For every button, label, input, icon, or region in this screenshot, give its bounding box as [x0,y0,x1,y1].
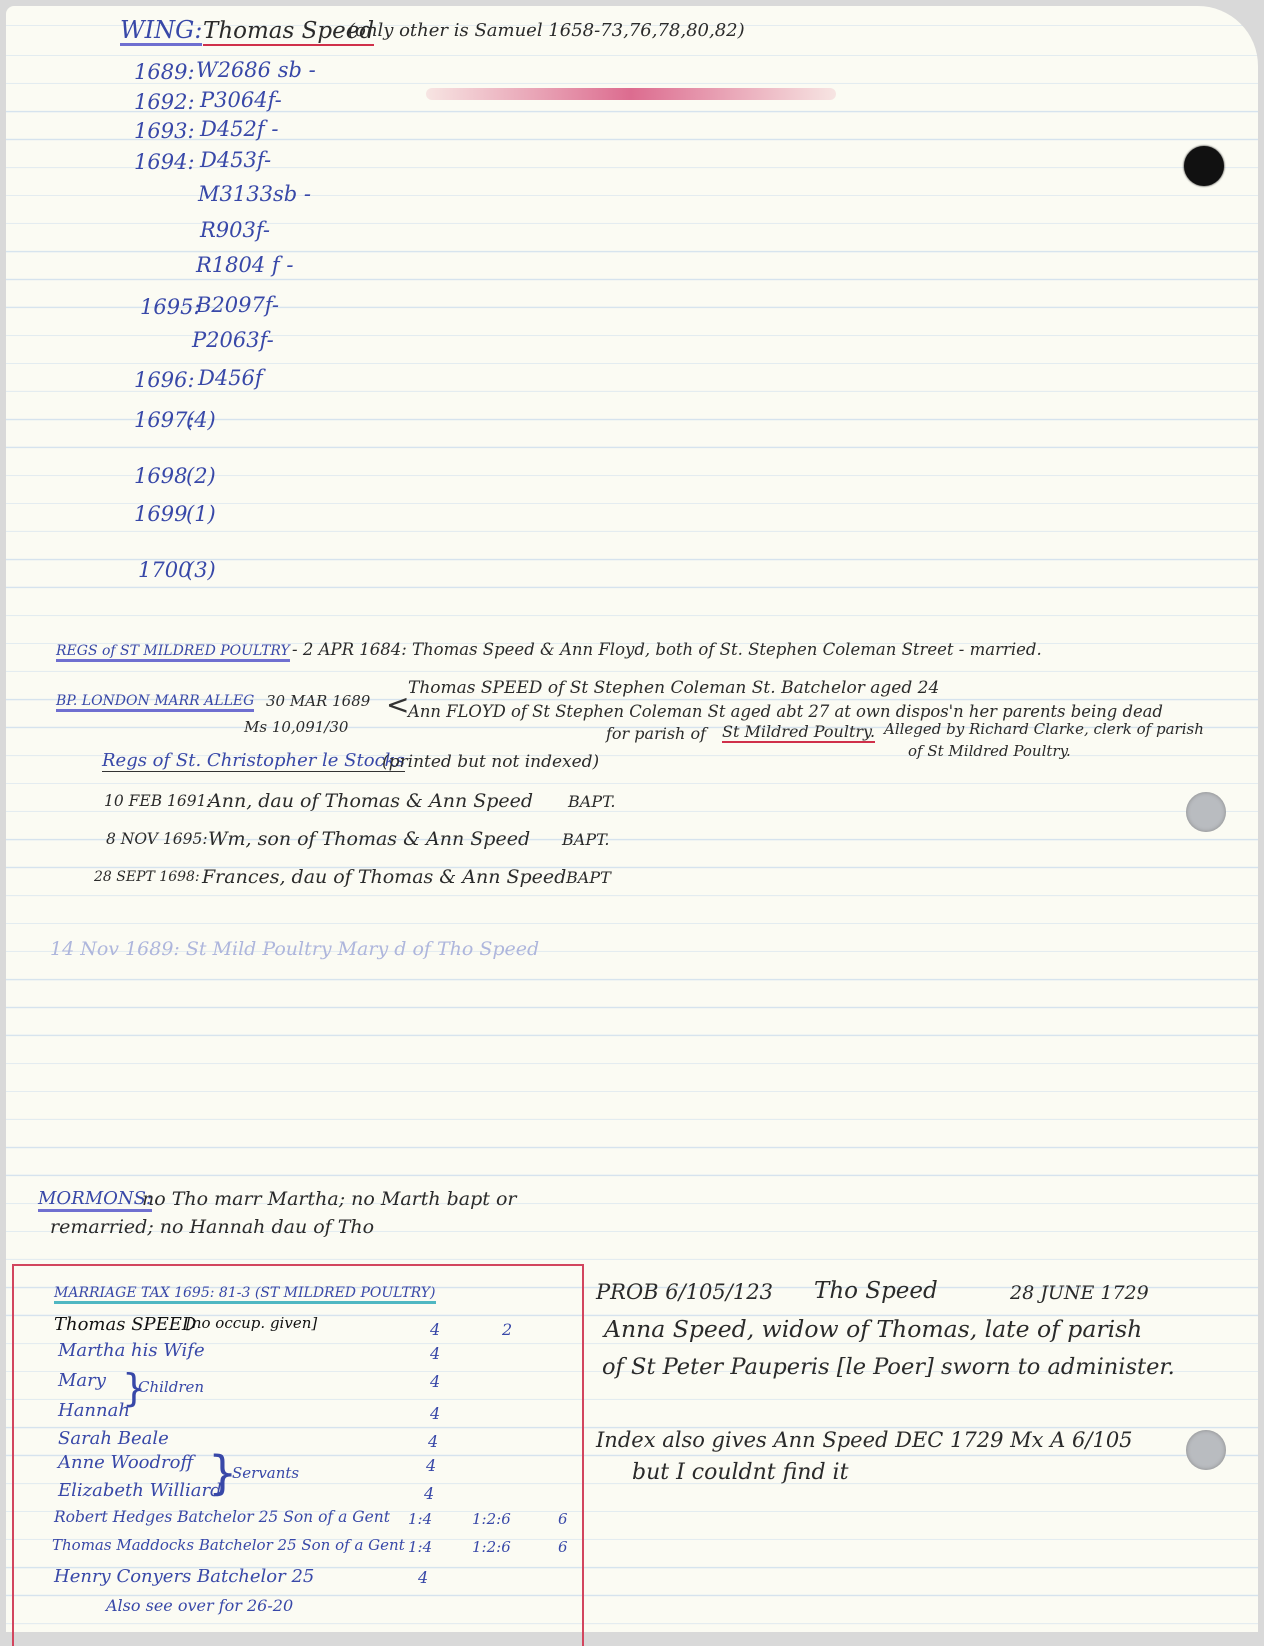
tax-head-note: [no occup. given] [186,1314,318,1332]
tax-row-v1: 4 [428,1432,439,1451]
tax-row-name: Henry Conyers Batchelor 25 [54,1566,315,1587]
wing-year: 1695: [140,295,201,319]
wing-year: 1699 [134,502,188,526]
wing-year: 1700 [138,558,192,582]
bp-london-ms: Ms 10,091/30 [244,718,349,736]
regs-mildred-label: REGS of ST MILDRED POULTRY [56,644,290,662]
tax-row-name: Robert Hedges Batchelor 25 Son of a Gent [54,1508,391,1526]
mormons-line1: no Tho marr Martha; no Marth bapt or [142,1188,517,1210]
tax-row-name: Hannah [58,1400,130,1421]
baptism-text: Frances, dau of Thomas & Ann Speed [202,866,567,888]
tax-row-v1: 1:4 [408,1510,433,1528]
tax-row-v3: 6 [558,1538,568,1556]
bp-london-line4: of St Mildred Poultry. [908,742,1071,760]
bp-london-date: 30 MAR 1689 [266,692,371,710]
wing-label: WING: [120,16,203,44]
wing-ref: R903f- [200,218,271,242]
baptism-date: 28 SEPT 1698: [94,869,200,885]
tax-row-name: Mary [58,1370,106,1391]
bracket-left: < [386,688,410,721]
bp-london-line3a: for parish of [606,724,706,743]
punch-hole-middle [1186,792,1226,832]
wing-year: 1689: [134,60,195,84]
tax-row-name: Sarah Beale [58,1428,169,1449]
prob-index-line2: but I couldnt find it [632,1460,849,1485]
baptism-tag: BAPT. [562,830,610,849]
regs-christopher-note: (printed but not indexed) [382,752,600,772]
tax-row-name: Anne Woodroff [58,1452,194,1473]
baptism-tag: BAPT [566,868,611,887]
tax-row-v2: 1:2:6 [472,1510,511,1528]
wing-ref: P3064f- [200,88,282,112]
tax-row-v1: 4 [418,1568,429,1587]
faint-pencil-note: 14 Nov 1689: St Mild Poultry Mary d of Tho Speed [50,938,540,960]
children-label: Children [138,1378,205,1396]
wing-ref: (4) [186,408,216,432]
tax-row-v3: 6 [558,1510,568,1528]
wing-ref: D456f [198,366,263,390]
tax-row-name: Thomas Maddocks Batchelor 25 Son of a Gent [52,1536,405,1554]
bp-london-line2: Ann FLOYD of St Stephen Coleman St aged abt 27 at own dispos'n her parents being dead [408,702,1163,721]
wing-ref: (2) [186,464,216,488]
prob-name: Tho Speed [814,1278,938,1304]
tax-row-name: Martha his Wife [58,1340,205,1361]
wing-ref: M3133sb - [198,182,311,206]
header-note: (only other is Samuel 1658-73,76,78,80,82) [348,20,745,41]
tax-footer: Also see over for 26-20 [106,1596,294,1615]
wing-year: 1698 [134,464,188,488]
tax-head-v2: 2 [502,1320,513,1339]
prob-ref: PROB 6/105/123 [596,1280,773,1304]
prob-line1: Anna Speed, widow of Thomas, late of parish [604,1315,1143,1343]
wing-year: 1693: [134,119,195,143]
wing-ref: B2097f- [196,293,279,317]
tax-row-v2: 1:2:6 [472,1538,511,1556]
mormons-line2: remarried; no Hannah dau of Tho [50,1216,375,1238]
tax-row-name: Elizabeth Williard [58,1480,222,1501]
wing-year: 1696: [134,368,195,392]
wing-ref: R1804 f - [196,253,294,277]
tax-row-v1: 1:4 [408,1538,433,1556]
prob-line2: of St Peter Pauperis [le Poer] sworn to administer. [602,1354,1175,1380]
baptism-text: Ann, dau of Thomas & Ann Speed [208,790,534,812]
punch-hole-bottom [1186,1430,1226,1470]
tax-head-v1: 4 [430,1320,441,1339]
header-name: Thomas Speed [203,18,375,44]
tax-head-name: Thomas SPEED [54,1314,197,1335]
tax-row-v1: 4 [430,1372,441,1391]
servants-bracket: } [208,1446,238,1500]
tax-row-v1: 4 [426,1456,437,1475]
mormons-label: MORMONS: [38,1190,152,1212]
regs-mildred-text: - 2 APR 1684: Thomas Speed & Ann Floyd, both of St. Stephen Coleman Street - married. [292,640,1042,659]
baptism-tag: BAPT. [568,792,616,811]
wing-year: 1692: [134,90,195,114]
tax-row-v1: 4 [424,1484,435,1503]
wing-ref: (1) [186,502,216,526]
baptism-text: Wm, son of Thomas & Ann Speed [208,828,531,850]
bp-london-line1: Thomas SPEED of St Stephen Coleman St. Batchelor aged 24 [408,678,940,698]
wing-ref: P2063f- [192,328,274,352]
prob-date: 28 JUNE 1729 [1010,1282,1149,1304]
bp-london-line3b: Alleged by Richard Clarke, clerk of parish [884,720,1204,738]
wing-ref: (3) [186,558,216,582]
regs-christopher-label: Regs of St. Christopher le Stocks [102,750,405,771]
baptism-date: 8 NOV 1695: [106,830,208,848]
wing-ref: D452f - [200,117,279,141]
wing-year: 1694: [134,150,195,174]
baptism-date: 10 FEB 1691: [104,792,212,810]
tax-row-v1: 4 [430,1344,441,1363]
wing-year: 1697: [134,408,195,432]
bp-london-place: St Mildred Poultry. [722,722,876,741]
punch-hole-top [1184,146,1224,186]
marriage-tax-title: MARRIAGE TAX 1695: 81-3 (ST MILDRED POULTRY) [54,1286,436,1304]
tax-row-v1: 4 [430,1404,441,1423]
bp-london-label: BP. LONDON MARR ALLEG [56,694,254,712]
wing-ref: W2686 sb - [196,58,316,82]
children-bracket: } [122,1366,147,1410]
prob-index-line: Index also gives Ann Speed DEC 1729 Mx A 6/105 [596,1428,1133,1452]
servants-label: Servants [232,1464,300,1482]
pink-highlighter-smear [426,88,836,100]
wing-ref: D453f- [200,148,272,172]
